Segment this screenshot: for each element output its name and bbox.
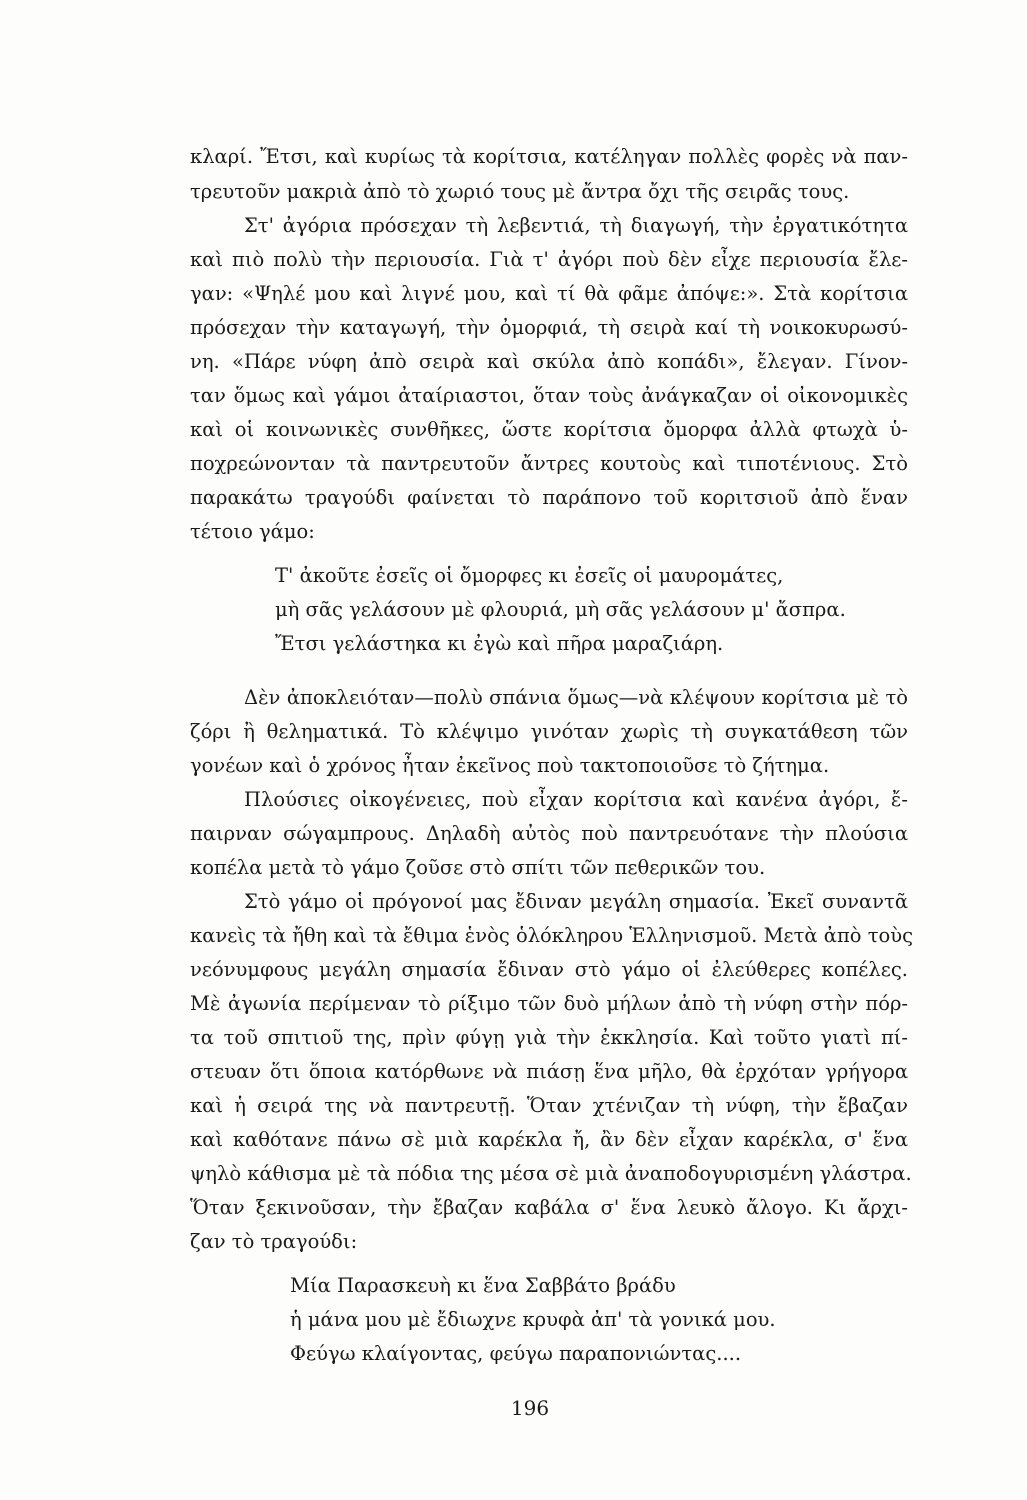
text-line: καὶ καθότανε πάνω σὲ μιὰ καρέκλα ἤ, ἂν δὲν εἶχαν καρέκλα, σ' ἕνα: [190, 1128, 908, 1151]
verse-line: Μία Παρασκευὴ κι ἕνα Σαββάτο βράδυ: [290, 1274, 676, 1297]
text-line: Ὅταν ξεκινοῦσαν, τὴν ἔβαζαν καβάλα σ' ἕνα λευκὸ ἄλογο. Κι ἄρχι-: [190, 1196, 908, 1219]
text-line: γαν: «Ψηλέ μου καὶ λιγνέ μου, καὶ τί θὰ φᾶμε ἀπόψε:». Στὰ κορίτσια: [190, 282, 908, 305]
text-line: στευαν ὅτι ὅποια κατόρθωνε νὰ πιάσῃ ἕνα μῆλο, θὰ ἐρχόταν γρήγορα: [190, 1060, 908, 1083]
text-line: Μὲ ἀγωνία περίμεναν τὸ ρίξιμο τῶν δυὸ μήλων ἀπὸ τὴ νύφη στὴν πόρ-: [190, 992, 908, 1015]
text-line: ζόρι ἢ θεληματικά. Τὸ κλέψιμο γινόταν χωρὶς τὴ συγκατάθεση τῶν: [190, 720, 908, 743]
text-line: πρόσεχαν τὴν καταγωγή, τὴν ὀμορφιά, τὴ σειρὰ καί τὴ νοικοκυρωσύ-: [190, 316, 908, 339]
text-line: ταν ὅμως καὶ γάμοι ἀταίριαστοι, ὅταν τοὺς ἀνάγκαζαν οἱ οἰκονομικὲς: [190, 384, 908, 407]
text-line: τέτοιο γάμο:: [190, 520, 315, 543]
verse-line: Τ' ἀκοῦτε ἐσεῖς οἱ ὄμορφες κι ἐσεῖς οἱ μαυρομάτες,: [275, 564, 784, 587]
text-line: νεόνυμφους μεγάλη σημασία ἔδιναν στὸ γάμο οἱ ἐλεύθερες κοπέλες.: [190, 958, 908, 981]
text-line: παρακάτω τραγούδι φαίνεται τὸ παράπονο τοῦ κοριτσιοῦ ἀπὸ ἕναν: [190, 486, 908, 509]
text-line: ποχρεώνονταν τὰ παντρευτοῦν ἄντρες κουτοὺς καὶ τιποτένιους. Στὸ: [190, 452, 908, 475]
text-line: καὶ πιὸ πολὺ τὴν περιουσία. Γιὰ τ' ἀγόρι ποὺ δὲν εἶχε περιουσία ἔλε-: [190, 248, 908, 271]
verse-line: Φεύγω κλαίγοντας, φεύγω παραπονιώντας....: [290, 1342, 742, 1365]
text-line: Δὲν ἀποκλειόταν—πολὺ σπάνια ὅμως—νὰ κλέψουν κορίτσια μὲ τὸ: [244, 686, 908, 709]
verse-line: Ἔτσι γελάστηκα κι ἐγὼ καὶ πῆρα μαραζιάρη.: [275, 632, 724, 655]
verse-line: μὴ σᾶς γελάσουν μὲ φλουριά, μὴ σᾶς γελάσουν μ' ἄσπρα.: [275, 598, 846, 621]
text-line: παιρναν σώγαμπρους. Δηλαδὴ αὐτὸς ποὺ παντρευότανε τὴν πλούσια: [190, 822, 908, 845]
text-line: κλαρί. Ἔτσι, καὶ κυρίως τὰ κορίτσια, κατέληγαν πολλὲς φορὲς νὰ παν-: [190, 145, 908, 168]
text-line: κανεὶς τὰ ἤθη καὶ τὰ ἔθιμα ἑνὸς ὁλόκληρου Ἑλληνισμοῦ. Μετὰ ἀπὸ τοὺς: [190, 924, 914, 947]
text-line: καὶ ἡ σειρά της νὰ παντρευτῇ. Ὅταν χτένιζαν τὴ νύφη, τὴν ἔβαζαν: [190, 1094, 908, 1117]
text-line: νη. «Πάρε νύφη ἀπὸ σειρὰ καὶ σκύλα ἀπὸ κοπάδι», ἔλεγαν. Γίνον-: [190, 350, 908, 373]
text-line: γονέων καὶ ὁ χρόνος ἦταν ἐκεῖνος ποὺ τακτοποιοῦσε τὸ ζήτημα.: [190, 754, 830, 777]
text-line: καὶ οἱ κοινωνικὲς συνθῆκες, ὥστε κορίτσια ὄμορφα ἀλλὰ φτωχὰ ὑ-: [190, 418, 908, 441]
text-line: Πλούσιες οἰκογένειες, ποὺ εἶχαν κορίτσια καὶ κανένα ἀγόρι, ἔ-: [244, 788, 908, 811]
text-line: τα τοῦ σπιτιοῦ της, πρὶν φύγῃ γιὰ τὴν ἐκκλησία. Καὶ τοῦτο γιατὶ πί-: [190, 1026, 908, 1049]
page-number: 196: [510, 1396, 550, 1420]
verse-line: ἡ μάνα μου μὲ ἔδιωχνε κρυφὰ ἀπ' τὰ γονικά μου.: [290, 1308, 776, 1331]
text-line: ψηλὸ κάθισμα μὲ τὰ πόδια της μέσα σὲ μιὰ ἀναποδογυρισμένη γλάστρα.: [190, 1162, 912, 1185]
text-line: τρευτοῦν μακριὰ ἀπὸ τὸ χωριό τους μὲ ἄντρα ὄχι τῆς σειρᾶς τους.: [190, 180, 850, 203]
text-line: ζαν τὸ τραγούδι:: [190, 1230, 358, 1253]
text-line: Στὸ γάμο οἱ πρόγονοί μας ἔδιναν μεγάλη σημασία. Ἐκεῖ συναντᾶ: [244, 890, 908, 913]
text-line: Στ' ἀγόρια πρόσεχαν τὴ λεβεντιά, τὴ διαγωγή, τὴν ἐργατικότητα: [244, 214, 908, 237]
text-line: κοπέλα μετὰ τὸ γάμο ζοῦσε στὸ σπίτι τῶν πεθερικῶν του.: [190, 856, 766, 879]
